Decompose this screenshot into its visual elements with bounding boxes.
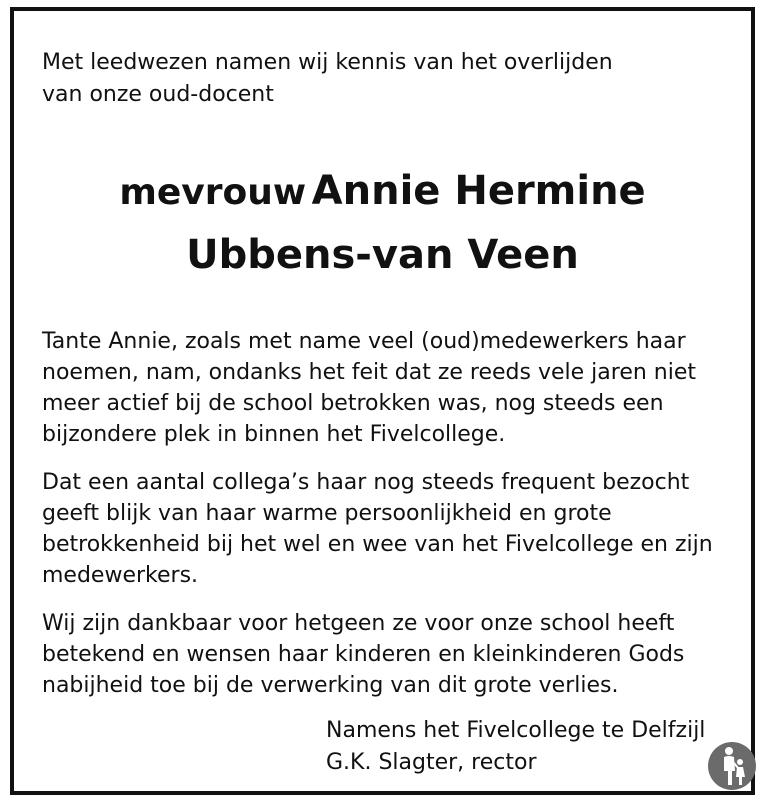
deceased-name [14,163,751,283]
body-text [42,326,742,718]
signature-line-1: Namens het Fivelcollege te Delfzijl [326,718,706,743]
signature-line-2: G.K. Slagter, rector [326,750,537,775]
paragraph-2: Dat een aantal collega’s haar nog steeds frequent bezocht geeft blijk van haar warme persoonlijkheid en grote betrokkenheid bij het wel en wee van het Fivelcollege en zijn medewerkers. [42,470,713,588]
announcement-frame [10,7,755,795]
name-line-1 [14,163,751,227]
surname: Ubbens-van Veen [186,232,579,278]
memorial-figures-icon [707,741,757,791]
given-names: Annie Hermine [311,168,646,214]
intro-line-2: van onze oud-docent [42,82,274,107]
signature [326,715,705,779]
intro-text [42,47,732,111]
honorific: mevrouw [119,172,307,213]
intro-line-1: Met leedwezen namen wij kennis van het overlijden [42,50,613,75]
paragraph-3: Wij zijn dankbaar voor hetgeen ze voor onze school heeft betekend en wensen haar kinderen en kleinkinderen Gods nabijheid toe bij de verwerking van dit grote verlies. [42,611,685,698]
paragraph-1: Tante Annie, zoals met name veel (oud)medewerkers haar noemen, nam, ondanks het feit dat ze reeds vele jaren niet meer actief bij de school betrokken was, nog steeds een bijzondere plek in binnen het Fivelcollege. [42,329,697,447]
